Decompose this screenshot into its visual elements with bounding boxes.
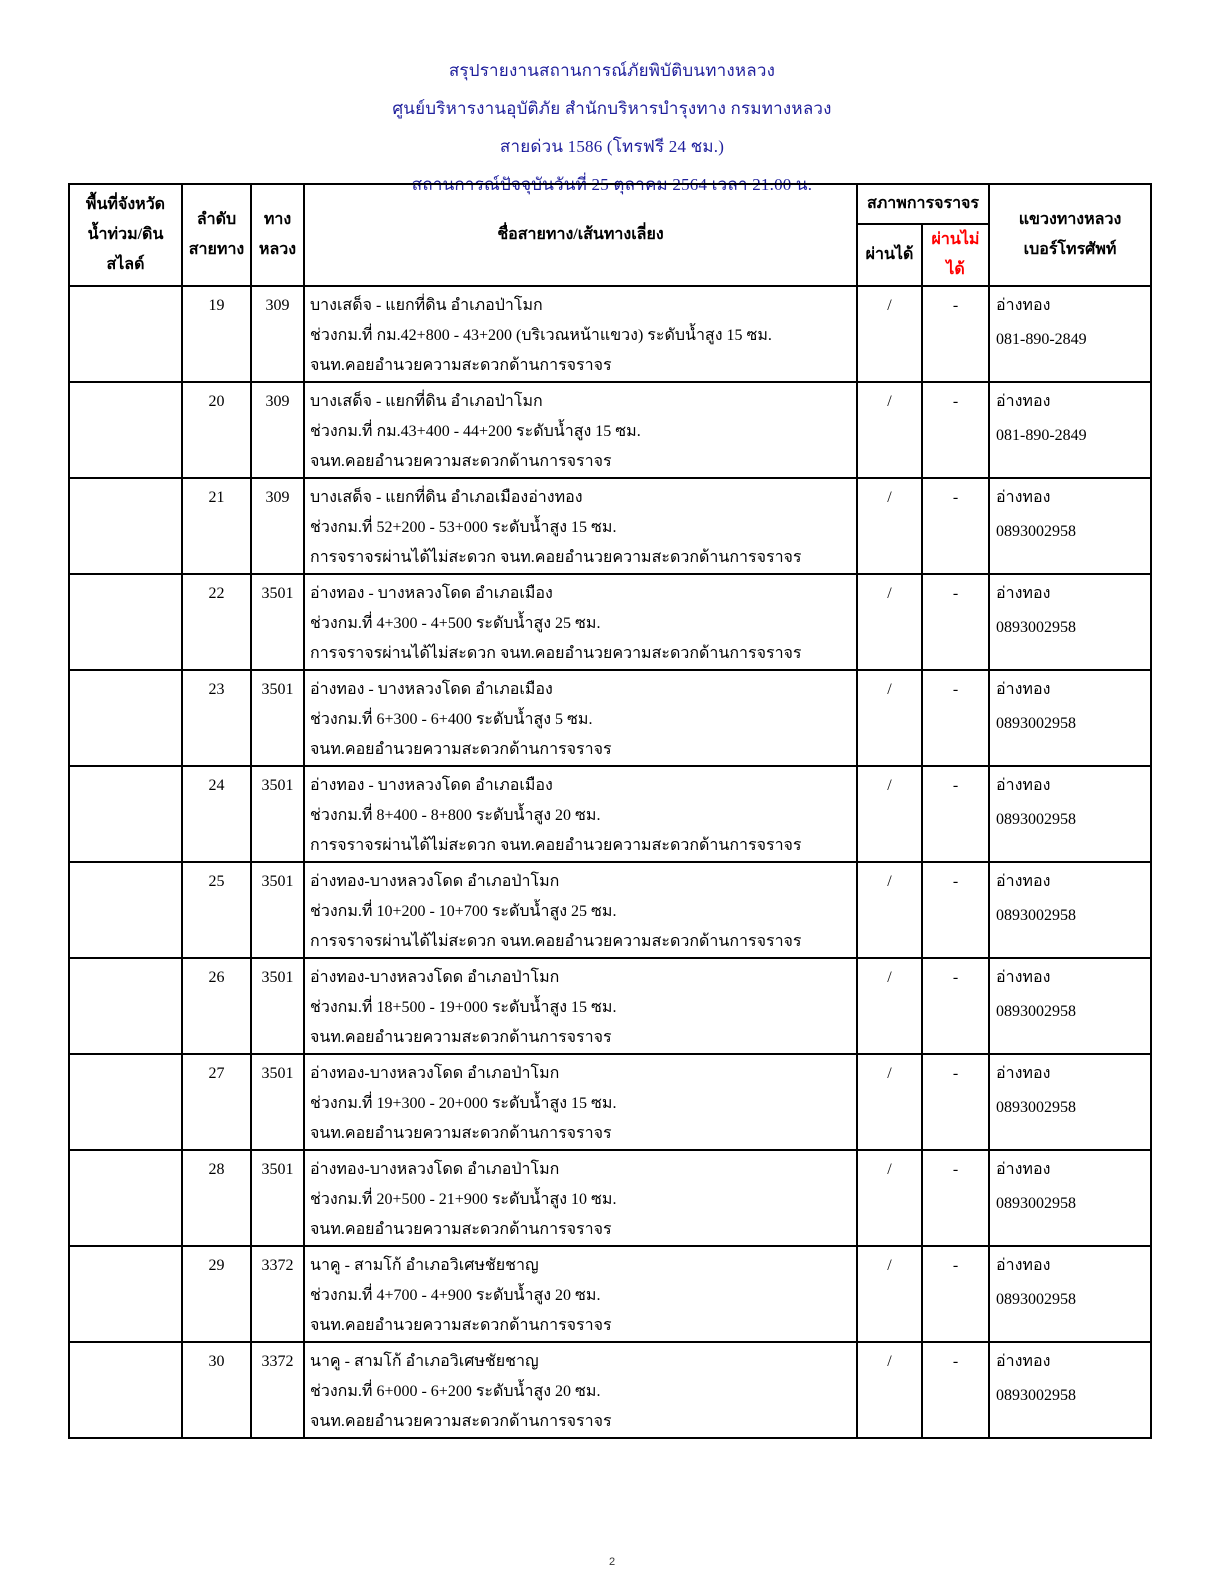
cell-passable-mark: / — [857, 1246, 922, 1342]
table-row — [69, 1150, 1151, 1246]
district-phone: 0893002958 — [996, 1291, 1076, 1308]
district-name: อ่างทอง — [996, 969, 1051, 986]
district-phone: 0893002958 — [996, 1387, 1076, 1404]
cell-passable-mark: / — [857, 478, 922, 574]
cell-highway-number: 3501 — [251, 958, 304, 1054]
route-km-line: ช่วงกม.ที่ 4+300 - 4+500 ระดับน้ำสูง 25 ซม. — [310, 615, 601, 632]
cell-highway-number: 3501 — [251, 574, 304, 670]
cell-district — [989, 766, 1151, 862]
cell-order-number: 23 — [182, 670, 251, 766]
route-km-line: ช่วงกม.ที่ 20+500 - 21+900 ระดับน้ำสูง 10 ซม. — [310, 1191, 617, 1208]
cell-passable-mark: / — [857, 1342, 922, 1438]
cell-area — [69, 766, 182, 862]
table-row — [69, 574, 1151, 670]
table-row — [69, 382, 1151, 478]
cell-highway-number: 3372 — [251, 1246, 304, 1342]
cell-passable-mark: / — [857, 286, 922, 382]
cell-district — [989, 1150, 1151, 1246]
cell-passable-mark: / — [857, 574, 922, 670]
cell-passable-mark: / — [857, 862, 922, 958]
cell-route-description — [304, 1246, 857, 1342]
route-name-line: อ่างทอง-บางหลวงโดด อำเภอป่าโมก — [310, 873, 560, 890]
cell-passable-mark: / — [857, 766, 922, 862]
cell-not-passable-mark: - — [922, 862, 989, 958]
district-phone: 0893002958 — [996, 715, 1076, 732]
cell-area — [69, 670, 182, 766]
cell-route-description — [304, 286, 857, 382]
header-highway — [251, 184, 304, 286]
route-km-line: ช่วงกม.ที่ กม.43+400 - 44+200 ระดับน้ำสูง 15 ซม. — [310, 423, 641, 440]
table-body — [69, 286, 1151, 1438]
district-name: อ่างทอง — [996, 1257, 1051, 1274]
cell-area — [69, 478, 182, 574]
cell-route-description — [304, 1150, 857, 1246]
district-phone: 0893002958 — [996, 523, 1076, 540]
table-row — [69, 1342, 1151, 1438]
table-row — [69, 1246, 1151, 1342]
district-name: อ่างทอง — [996, 873, 1051, 890]
route-name-line: อ่างทอง-บางหลวงโดด อำเภอป่าโมก — [310, 969, 560, 986]
district-name: อ่างทอง — [996, 393, 1051, 410]
route-km-line: ช่วงกม.ที่ 4+700 - 4+900 ระดับน้ำสูง 20 ซม. — [310, 1287, 601, 1304]
header-highway-line1: ทาง — [263, 211, 292, 228]
cell-district — [989, 574, 1151, 670]
district-name: อ่างทอง — [996, 1353, 1051, 1370]
district-phone: 0893002958 — [996, 907, 1076, 924]
report-title-line-3: สายด่วน 1586 (โทรฟรี 24 ชม.) — [499, 137, 725, 156]
cell-passable-mark: / — [857, 670, 922, 766]
cell-order-number: 21 — [182, 478, 251, 574]
cell-not-passable-mark: - — [922, 574, 989, 670]
cell-route-description — [304, 574, 857, 670]
district-phone: 081-890-2849 — [996, 331, 1087, 348]
cell-highway-number: 3501 — [251, 766, 304, 862]
district-name: อ่างทอง — [996, 489, 1051, 506]
route-note-line: การจราจรผ่านได้ไม่สะดวก จนท.คอยอำนวยความสะดวกด้านการจราจร — [310, 645, 802, 662]
route-note-line: จนท.คอยอำนวยความสะดวกด้านการจราจร — [310, 1413, 612, 1430]
cell-passable-mark: / — [857, 1150, 922, 1246]
cell-area — [69, 862, 182, 958]
cell-route-description — [304, 478, 857, 574]
cell-district — [989, 286, 1151, 382]
route-name-line: อ่างทอง - บางหลวงโดด อำเภอเมือง — [310, 777, 553, 794]
header-traffic-group: สภาพการจราจร — [857, 184, 989, 224]
cell-area — [69, 286, 182, 382]
route-name-line: นาคู - สามโก้ อำเภอวิเศษชัยชาญ — [310, 1257, 539, 1274]
cell-not-passable-mark: - — [922, 670, 989, 766]
cell-not-passable-mark: - — [922, 478, 989, 574]
district-name: อ่างทอง — [996, 1161, 1051, 1178]
district-phone: 0893002958 — [996, 1099, 1076, 1116]
cell-highway-number: 309 — [251, 382, 304, 478]
district-name: อ่างทอง — [996, 1065, 1051, 1082]
cell-passable-mark: / — [857, 958, 922, 1054]
route-name-line: อ่างทอง - บางหลวงโดด อำเภอเมือง — [310, 681, 553, 698]
cell-not-passable-mark: - — [922, 286, 989, 382]
header-not-passable: ผ่านไม่ได้ — [922, 224, 989, 286]
route-km-line: ช่วงกม.ที่ 8+400 - 8+800 ระดับน้ำสูง 20 ซม. — [310, 807, 601, 824]
cell-order-number: 25 — [182, 862, 251, 958]
cell-not-passable-mark: - — [922, 1342, 989, 1438]
cell-district — [989, 1246, 1151, 1342]
cell-district — [989, 958, 1151, 1054]
report-title-block — [0, 0, 1224, 204]
cell-district — [989, 478, 1151, 574]
cell-highway-number: 3501 — [251, 670, 304, 766]
cell-highway-number: 3501 — [251, 1054, 304, 1150]
route-km-line: ช่วงกม.ที่ 6+000 - 6+200 ระดับน้ำสูง 20 ซม. — [310, 1383, 601, 1400]
cell-order-number: 29 — [182, 1246, 251, 1342]
cell-order-number: 27 — [182, 1054, 251, 1150]
header-district-line2: เบอร์โทรศัพท์ — [1023, 241, 1117, 258]
district-name: อ่างทอง — [996, 681, 1051, 698]
cell-district — [989, 862, 1151, 958]
route-name-line: อ่างทอง-บางหลวงโดด อำเภอป่าโมก — [310, 1065, 560, 1082]
page-number: 2 — [608, 1556, 616, 1568]
cell-order-number: 28 — [182, 1150, 251, 1246]
header-district-line1: แขวงทางหลวง — [1018, 211, 1122, 228]
route-km-line: ช่วงกม.ที่ 52+200 - 53+000 ระดับน้ำสูง 15 ซม. — [310, 519, 617, 536]
route-km-line: ช่วงกม.ที่ 6+300 - 6+400 ระดับน้ำสูง 5 ซม. — [310, 711, 593, 728]
route-name-line: บางเสด็จ - แยกที่ดิน อำเภอป่าโมก — [310, 393, 543, 410]
cell-highway-number: 3372 — [251, 1342, 304, 1438]
header-order — [182, 184, 251, 286]
highway-situation-table — [68, 183, 1152, 1439]
cell-passable-mark: / — [857, 382, 922, 478]
cell-not-passable-mark: - — [922, 1054, 989, 1150]
district-phone: 0893002958 — [996, 1003, 1076, 1020]
table-row — [69, 958, 1151, 1054]
cell-order-number: 20 — [182, 382, 251, 478]
route-note-line: จนท.คอยอำนวยความสะดวกด้านการจราจร — [310, 1221, 612, 1238]
report-title-line-1: สรุปรายงานสถานการณ์ภัยพิบัติบนทางหลวง — [448, 61, 776, 80]
cell-order-number: 26 — [182, 958, 251, 1054]
cell-district — [989, 382, 1151, 478]
cell-highway-number: 3501 — [251, 1150, 304, 1246]
cell-not-passable-mark: - — [922, 382, 989, 478]
route-note-line: จนท.คอยอำนวยความสะดวกด้านการจราจร — [310, 1317, 612, 1334]
district-phone: 0893002958 — [996, 811, 1076, 828]
table-row — [69, 478, 1151, 574]
cell-area — [69, 1342, 182, 1438]
header-passable: ผ่านได้ — [857, 224, 922, 286]
report-title-line-4: สถานการณ์ปัจจุบันวันที่ 25 ตุลาคม 2564 เวลา 21.00 น. — [411, 175, 813, 194]
header-district — [989, 184, 1151, 286]
cell-highway-number: 3501 — [251, 862, 304, 958]
cell-route-description — [304, 1054, 857, 1150]
route-name-line: นาคู - สามโก้ อำเภอวิเศษชัยชาญ — [310, 1353, 539, 1370]
route-km-line: ช่วงกม.ที่ 10+200 - 10+700 ระดับน้ำสูง 25 ซม. — [310, 903, 617, 920]
table-row — [69, 862, 1151, 958]
cell-route-description — [304, 766, 857, 862]
cell-order-number: 22 — [182, 574, 251, 670]
cell-area — [69, 382, 182, 478]
cell-area — [69, 1246, 182, 1342]
report-title-line-2: ศูนย์บริหารงานอุบัติภัย สำนักบริหารบำรุงทาง กรมทางหลวง — [392, 99, 832, 118]
cell-route-description — [304, 382, 857, 478]
header-area-line2: น้ำท่วม/ดินสไลด์ — [87, 226, 164, 273]
header-order-line1: ลำดับ — [196, 211, 237, 228]
cell-order-number: 24 — [182, 766, 251, 862]
header-route: ชื่อสายทาง/เส้นทางเลี่ยง — [304, 184, 857, 286]
header-order-line2: สายทาง — [188, 241, 245, 258]
table-row — [69, 286, 1151, 382]
header-row-top — [69, 184, 1151, 224]
cell-order-number: 30 — [182, 1342, 251, 1438]
cell-route-description — [304, 670, 857, 766]
route-name-line: อ่างทอง-บางหลวงโดด อำเภอป่าโมก — [310, 1161, 560, 1178]
cell-route-description — [304, 862, 857, 958]
table-row — [69, 1054, 1151, 1150]
cell-district — [989, 670, 1151, 766]
district-phone: 081-890-2849 — [996, 427, 1087, 444]
cell-not-passable-mark: - — [922, 766, 989, 862]
route-note-line: จนท.คอยอำนวยความสะดวกด้านการจราจร — [310, 1125, 612, 1142]
header-highway-line2: หลวง — [258, 241, 297, 258]
district-name: อ่างทอง — [996, 297, 1051, 314]
district-phone: 0893002958 — [996, 1195, 1076, 1212]
cell-not-passable-mark: - — [922, 958, 989, 1054]
route-note-line: การจราจรผ่านได้ไม่สะดวก จนท.คอยอำนวยความสะดวกด้านการจราจร — [310, 933, 802, 950]
cell-route-description — [304, 958, 857, 1054]
cell-route-description — [304, 1342, 857, 1438]
header-area — [69, 184, 182, 286]
table-row — [69, 670, 1151, 766]
cell-order-number: 19 — [182, 286, 251, 382]
route-name-line: อ่างทอง - บางหลวงโดด อำเภอเมือง — [310, 585, 553, 602]
cell-area — [69, 1150, 182, 1246]
cell-district — [989, 1054, 1151, 1150]
cell-district — [989, 1342, 1151, 1438]
table-row — [69, 766, 1151, 862]
route-note-line: จนท.คอยอำนวยความสะดวกด้านการจราจร — [310, 1029, 612, 1046]
route-km-line: ช่วงกม.ที่ 19+300 - 20+000 ระดับน้ำสูง 15 ซม. — [310, 1095, 617, 1112]
route-note-line: การจราจรผ่านได้ไม่สะดวก จนท.คอยอำนวยความสะดวกด้านการจราจร — [310, 549, 802, 566]
route-km-line: ช่วงกม.ที่ 18+500 - 19+000 ระดับน้ำสูง 15 ซม. — [310, 999, 617, 1016]
route-name-line: บางเสด็จ - แยกที่ดิน อำเภอป่าโมก — [310, 297, 543, 314]
cell-not-passable-mark: - — [922, 1150, 989, 1246]
route-note-line: การจราจรผ่านได้ไม่สะดวก จนท.คอยอำนวยความสะดวกด้านการจราจร — [310, 837, 802, 854]
district-name: อ่างทอง — [996, 777, 1051, 794]
route-km-line: ช่วงกม.ที่ กม.42+800 - 43+200 (บริเวณหน้าแขวง) ระดับน้ำสูง 15 ซม. — [310, 327, 772, 344]
district-name: อ่างทอง — [996, 585, 1051, 602]
district-phone: 0893002958 — [996, 619, 1076, 636]
route-note-line: จนท.คอยอำนวยความสะดวกด้านการจราจร — [310, 453, 612, 470]
cell-highway-number: 309 — [251, 478, 304, 574]
cell-area — [69, 1054, 182, 1150]
header-area-line1: พื้นที่จังหวัด — [85, 196, 166, 213]
cell-passable-mark: / — [857, 1054, 922, 1150]
cell-highway-number: 309 — [251, 286, 304, 382]
cell-area — [69, 958, 182, 1054]
route-name-line: บางเสด็จ - แยกที่ดิน อำเภอเมืองอ่างทอง — [310, 489, 583, 506]
route-note-line: จนท.คอยอำนวยความสะดวกด้านการจราจร — [310, 741, 612, 758]
cell-area — [69, 574, 182, 670]
route-note-line: จนท.คอยอำนวยความสะดวกด้านการจราจร — [310, 357, 612, 374]
cell-not-passable-mark: - — [922, 1246, 989, 1342]
